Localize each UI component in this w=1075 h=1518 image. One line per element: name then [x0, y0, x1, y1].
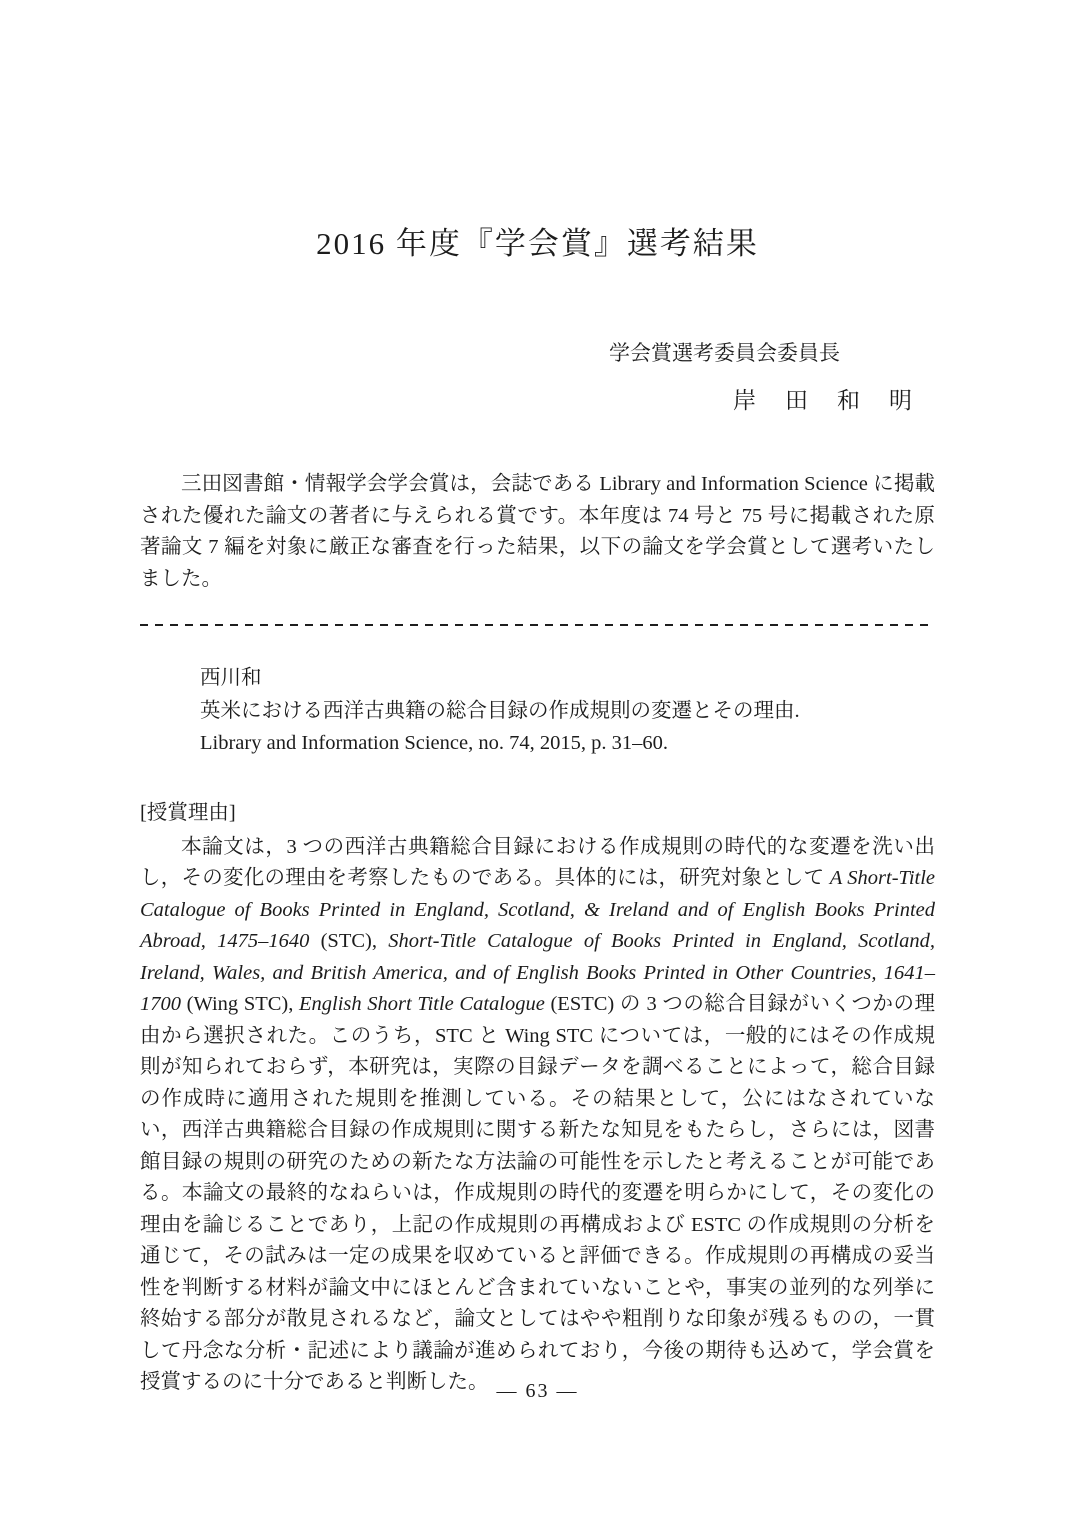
reason-text-run: (Wing STC), [181, 993, 299, 1015]
catalogue-title-italic: Short-Title Catalogue of Books Printed in England, Scotland, Ireland, Wales, and British America, and of English Books Printed in Other Countries, 1641–1700 [140, 930, 935, 1015]
award-reason-paragraph [140, 832, 935, 1399]
dashed-divider [140, 624, 935, 626]
intro-paragraph: 三田図書館・情報学会学会賞は，会誌である Library and Information Science に掲載された優れた論文の著者に与えられる賞です。本年度は 74 号と 75 号に掲載された原著論文 7 編を対象に厳正な審査を行った結果，以下の論文を学会賞として選考いたしました。 [140, 473, 935, 590]
committee-role: 学会賞選考委員会委員長 [609, 341, 840, 365]
awardee-name: 西川和 [200, 667, 262, 689]
reason-text-run: (ESTC) の 3 つの総合目録がいくつかの理由から選択された。このうち，STC と Wing STC については，一般的にはその作成規則が知られておらず，本研究は，実際の目録データを調べることによって，総合目録の作成時に適用された規則を推測している。その結果として，公にはなされていない，西洋古典籍総合目録の作成規則に関する新たな知見をもたらし，さらには，図書館目録の規則の研究のための新たな方法論の可能性を示したと考えることが可能である。本論文の最終的なねらいは，作成規則の時代的変遷を明らかにして，その変化の理由を論じることであり，上記の作成規則の再構成および ESTC の作成規則の分析を通じて，その試みは一定の成果を収めていると評価できる。作成規則の再構成の妥当性を判断する材料が論文中にほとんど含まれていないことや，事実の並列的な列挙に終始する部分が散見されるなど，論文としてはやや粗削りな印象が残るものの，一貫して丹念な分析・記述により議論が進められており，今後の期待も込めて，学会賞を授賞するのに十分であると判断した。 [140, 993, 935, 1393]
catalogue-title-italic: A Short-Title Catalogue of Books Printed in England, Scotland, & Ireland and of English Books Printed Abroad, 1475–1640 [140, 867, 936, 952]
committee-chair-name: 岸 田 和 明 [733, 388, 915, 413]
award-citation [200, 662, 935, 760]
awarded-paper-title: 英米における西洋古典籍の総合目録の作成規則の変遷とその理由. [200, 699, 800, 722]
page-number: — 63 — [496, 1380, 579, 1402]
award-reason-heading: [授賞理由] [140, 801, 236, 824]
reason-text-run: 本論文は，3 つの西洋古典籍総合目録における作成規則の時代的な変遷を洗い出し，その変化の理由を考察したものである。具体的には，研究対象として [140, 835, 935, 889]
journal-citation: Library and Information Science, no. 74, 2015, p. 31–60. [200, 732, 668, 754]
page-title: 2016 年度『学会賞』選考結果 [316, 226, 759, 261]
reason-text-run: (STC), [309, 930, 389, 952]
byline [140, 338, 935, 417]
catalogue-title-italic: English Short Title Catalogue [299, 993, 545, 1015]
